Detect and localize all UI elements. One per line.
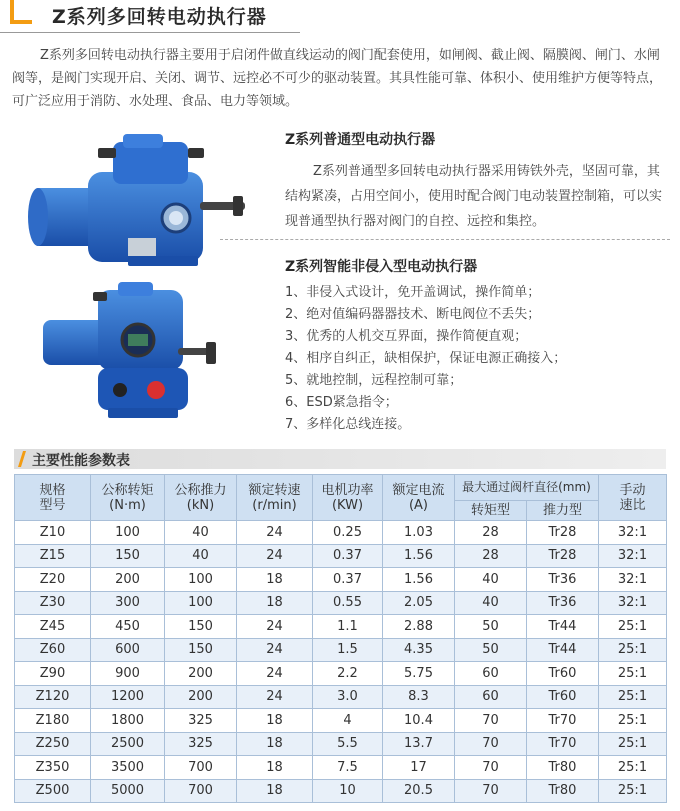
table-cell: 325 (165, 709, 237, 733)
table-cell: 8.3 (383, 685, 455, 709)
table-cell: 40 (455, 568, 527, 592)
standard-actuator-title: Z系列普通型电动执行器 (285, 132, 436, 148)
table-cell: 25:1 (599, 779, 667, 803)
table-cell: 450 (91, 615, 165, 639)
table-cell: Z350 (15, 756, 91, 780)
table-cell: Tr44 (527, 638, 599, 662)
col-header-ratio: 手动 速比 (599, 475, 667, 521)
feature-item: 2、绝对值编码器器技术、断电阀位不丢失； (285, 307, 541, 322)
table-row (15, 662, 667, 686)
table-cell: Tr60 (527, 685, 599, 709)
table-cell: 325 (165, 732, 237, 756)
table-cell: 24 (237, 615, 313, 639)
intelligent-actuator-image (38, 280, 228, 420)
table-cell: 900 (91, 662, 165, 686)
table-cell: 2.2 (313, 662, 383, 686)
section-header (0, 0, 680, 34)
table-row (15, 732, 667, 756)
col-header-stem-diameter: 最大通过阀杆直径(mm) (455, 475, 599, 501)
table-cell: 100 (165, 591, 237, 615)
table-cell: 1800 (91, 709, 165, 733)
table-row (15, 685, 667, 709)
table-cell: 13.7 (383, 732, 455, 756)
section-divider (220, 239, 670, 240)
feature-item: 4、相序自纠正，缺相保护，保证电源正确接入； (285, 351, 567, 366)
table-cell: 25:1 (599, 732, 667, 756)
table-cell: Z10 (15, 521, 91, 545)
table-cell: 60 (455, 685, 527, 709)
table-section-header (14, 449, 666, 469)
table-cell: Tr70 (527, 732, 599, 756)
table-cell: 2.88 (383, 615, 455, 639)
table-cell: 20.5 (383, 779, 455, 803)
table-cell: 70 (455, 709, 527, 733)
table-cell: 10.4 (383, 709, 455, 733)
feature-list (285, 282, 566, 436)
table-cell: 1.03 (383, 521, 455, 545)
table-cell: 5.5 (313, 732, 383, 756)
table-cell: Tr70 (527, 709, 599, 733)
table-cell: 5.75 (383, 662, 455, 686)
table-cell: 0.37 (313, 568, 383, 592)
table-cell: 25:1 (599, 615, 667, 639)
table-cell: 300 (91, 591, 165, 615)
table-cell: Tr80 (527, 779, 599, 803)
table-cell: 24 (237, 521, 313, 545)
table-cell: Z45 (15, 615, 91, 639)
table-cell: 100 (91, 521, 165, 545)
table-cell: Z180 (15, 709, 91, 733)
table-cell: 18 (237, 756, 313, 780)
col-header-power: 电机功率 (KW) (313, 475, 383, 521)
table-cell: 150 (165, 615, 237, 639)
table-cell: 50 (455, 638, 527, 662)
table-cell: 0.37 (313, 544, 383, 568)
col-header-model: 规格 型号 (15, 475, 91, 521)
table-cell: 200 (91, 568, 165, 592)
table-cell: 18 (237, 591, 313, 615)
table-cell: 100 (165, 568, 237, 592)
table-cell: 1200 (91, 685, 165, 709)
table-cell: Tr36 (527, 591, 599, 615)
section-marker-icon (6, 0, 36, 30)
table-cell: 200 (165, 662, 237, 686)
table-cell: Z250 (15, 732, 91, 756)
intelligent-actuator-title: Z系列智能非侵入型电动执行器 (285, 259, 478, 275)
table-cell: 32:1 (599, 521, 667, 545)
table-cell: 150 (91, 544, 165, 568)
table-cell: 1.1 (313, 615, 383, 639)
table-cell: 3500 (91, 756, 165, 780)
table-cell: 70 (455, 732, 527, 756)
table-row (15, 638, 667, 662)
table-row (15, 756, 667, 780)
table-cell: 40 (165, 544, 237, 568)
table-cell: 24 (237, 685, 313, 709)
col-header-stem-torque: 转矩型 (455, 501, 527, 521)
table-cell: 50 (455, 615, 527, 639)
table-cell: 0.55 (313, 591, 383, 615)
intro-paragraph: Z系列多回转电动执行器主要用于启闭件做直线运动的阀门配套使用，如闸阀、截止阀、隔膜阀、闸门、水闸阀等，是阀门实现开启、关闭、调节、远控必不可少的驱动装置。其具性能可靠、体积小、使用维护方便等特点，可广泛应用于消防、水处理、食品、电力等领域。 (12, 48, 663, 109)
table-cell: 18 (237, 709, 313, 733)
table-cell: 18 (237, 568, 313, 592)
table-cell: Z20 (15, 568, 91, 592)
table-cell: 32:1 (599, 544, 667, 568)
table-title: 主要性能参数表 (32, 453, 130, 469)
table-cell: 2.05 (383, 591, 455, 615)
table-cell: 40 (165, 521, 237, 545)
table-cell: 0.25 (313, 521, 383, 545)
table-cell: 28 (455, 544, 527, 568)
table-cell: 28 (455, 521, 527, 545)
table-row (15, 615, 667, 639)
table-cell: Tr44 (527, 615, 599, 639)
table-cell: 4.35 (383, 638, 455, 662)
table-cell: 17 (383, 756, 455, 780)
col-header-speed: 额定转速 (r/min) (237, 475, 313, 521)
feature-item: 6、ESD紧急指令； (285, 395, 398, 410)
table-row (15, 709, 667, 733)
table-cell: Z15 (15, 544, 91, 568)
spec-table (14, 474, 667, 803)
table-row (15, 544, 667, 568)
table-cell: Tr80 (527, 756, 599, 780)
table-cell: 3.0 (313, 685, 383, 709)
feature-item: 7、多样化总线连接。 (285, 417, 411, 432)
table-cell: Z500 (15, 779, 91, 803)
table-cell: 1.56 (383, 568, 455, 592)
standard-actuator-image (28, 130, 250, 268)
table-cell: 24 (237, 638, 313, 662)
table-cell: Tr36 (527, 568, 599, 592)
table-cell: Z120 (15, 685, 91, 709)
table-cell: 25:1 (599, 638, 667, 662)
table-cell: 25:1 (599, 685, 667, 709)
standard-actuator-description: Z系列普通型多回转电动执行器采用铸铁外壳，坚固可靠，其结构紧凑，占用空间小，使用时配合阀门电动装置控制箱，可以实现普通型执行器对阀门的自控、远控和集控。 (285, 164, 663, 229)
table-cell: 40 (455, 591, 527, 615)
table-cell: Z90 (15, 662, 91, 686)
table-cell: 600 (91, 638, 165, 662)
table-cell: 700 (165, 779, 237, 803)
table-cell: 1.5 (313, 638, 383, 662)
table-row (15, 779, 667, 803)
table-cell: 5000 (91, 779, 165, 803)
table-cell: 70 (455, 779, 527, 803)
feature-item: 1、非侵入式设计，免开盖调试，操作简单； (285, 285, 541, 300)
table-cell: 60 (455, 662, 527, 686)
table-cell: 32:1 (599, 591, 667, 615)
table-cell: Tr28 (527, 544, 599, 568)
table-cell: 2500 (91, 732, 165, 756)
table-cell: 150 (165, 638, 237, 662)
feature-item: 3、优秀的人机交互界面，操作简便直观； (285, 329, 528, 344)
table-row (15, 521, 667, 545)
col-header-thrust: 公称推力 (kN) (165, 475, 237, 521)
feature-item: 5、就地控制，远程控制可靠； (285, 373, 463, 388)
table-cell: 25:1 (599, 709, 667, 733)
table-cell: 24 (237, 544, 313, 568)
table-cell: 4 (313, 709, 383, 733)
table-cell: 32:1 (599, 568, 667, 592)
col-header-stem-thrust: 推力型 (527, 501, 599, 521)
table-cell: Tr60 (527, 662, 599, 686)
col-header-torque: 公称转矩 (N·m) (91, 475, 165, 521)
table-cell: 1.56 (383, 544, 455, 568)
table-row (15, 568, 667, 592)
table-cell: Tr28 (527, 521, 599, 545)
table-cell: 18 (237, 732, 313, 756)
table-cell: Z60 (15, 638, 91, 662)
slash-marker-icon (18, 451, 26, 467)
title-divider (0, 32, 300, 33)
table-cell: Z30 (15, 591, 91, 615)
page-title: Z系列多回转电动执行器 (52, 6, 267, 28)
table-cell: 18 (237, 779, 313, 803)
table-cell: 24 (237, 662, 313, 686)
table-cell: 25:1 (599, 662, 667, 686)
table-row (15, 591, 667, 615)
table-cell: 700 (165, 756, 237, 780)
table-cell: 70 (455, 756, 527, 780)
col-header-current: 额定电流 (A) (383, 475, 455, 521)
table-cell: 7.5 (313, 756, 383, 780)
table-cell: 10 (313, 779, 383, 803)
table-cell: 25:1 (599, 756, 667, 780)
table-cell: 200 (165, 685, 237, 709)
